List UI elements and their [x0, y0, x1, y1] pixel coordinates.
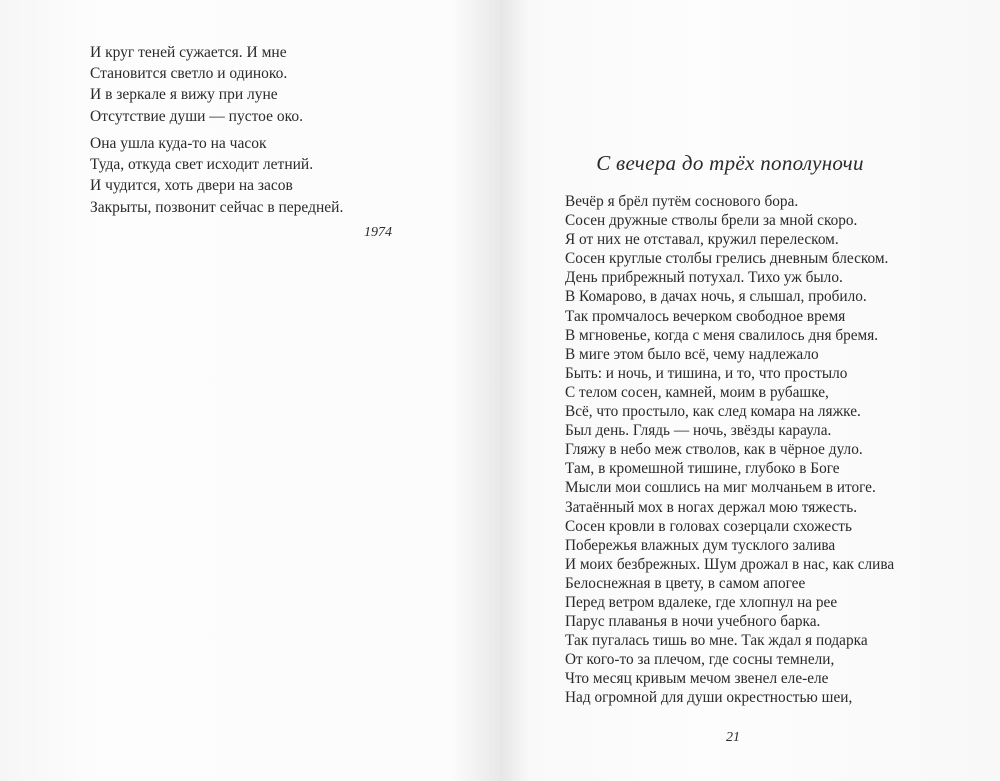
verse-line: Над огромной для души окрестностью шеи,	[565, 689, 853, 707]
poem-title: С вечера до трёх пополуночи	[596, 151, 864, 175]
verse-line: Там, в кромешной тишине, глубоко в Боге	[565, 460, 840, 478]
verse-line: Сосен кровли в головах созерцали схожесть	[565, 517, 852, 535]
verse-line: С телом сосен, камней, моим в рубашке,	[565, 383, 829, 401]
verse-line: Мысли мои сошлись на миг молчаньем в итоге.	[565, 479, 876, 497]
verse-line: И круг теней сужается. И мне	[90, 44, 287, 61]
verse-line: Перед ветром вдалеке, где хлопнул на рее	[565, 593, 838, 611]
verse-line: И в зеркале я вижу при луне	[90, 86, 278, 104]
verse-line: Всё, что простыло, как след комара на ляжке.	[565, 403, 861, 421]
verse-line: Побережья влажных дум тусклого залива	[565, 536, 836, 554]
verse-line: Гляжу в небо меж стволов, как в чёрное дуло.	[565, 441, 863, 459]
verse-line: Туда, откуда свет исходит летний.	[90, 156, 314, 174]
verse-line: В Комарово, в дачах ночь, я слышал, пробило.	[565, 288, 867, 306]
right-page	[500, 0, 1000, 781]
stanza-1	[90, 42, 303, 127]
verse-line: От кого-то за плечом, где сосны темнели,	[565, 651, 835, 669]
verse-line: И моих безбрежных. Шум дрожал в нас, как слива	[565, 555, 895, 573]
verse-line: Она ушла куда-то на часок	[90, 135, 267, 152]
verse-line: И чудится, хоть двери на засов	[90, 177, 293, 195]
verse-line: Я от них не отставал, кружил перелеском.	[565, 231, 839, 249]
verse-line: Быть: и ночь, и тишина, и то, что простыло	[565, 364, 848, 382]
verse-line: Парус плаванья в ночи учебного барка.	[565, 613, 821, 631]
verse-line: Белоснежная в цвету, в самом апогее	[565, 574, 806, 592]
verse-line: В мгновенье, когда с меня свалилось дня бремя.	[565, 326, 879, 344]
verse-line: День прибрежный потухал. Тихо уж было.	[565, 269, 843, 287]
verse-line: Сосен дружные стволы брели за мной скоро.	[565, 212, 858, 230]
poem-body	[565, 192, 894, 708]
verse-line: Вечёр я брёл путём соснового бора.	[565, 193, 799, 210]
stanza-2	[90, 133, 343, 218]
verse-line: Сосен круглые столбы грелись дневным блеском.	[565, 250, 889, 268]
verse-line: Что месяц кривым мечом звенел еле-еле	[565, 670, 829, 688]
verse-line: Становится светло и одиноко.	[90, 65, 288, 83]
verse-line: Затаённый мох в ногах держал мою тяжесть.	[565, 498, 858, 516]
verse-line: Отсутствие души — пустое око.	[90, 107, 303, 125]
poem-year: 1974	[364, 225, 392, 240]
verse-line: В миге этом было всё, чему надлежало	[565, 345, 819, 363]
verse-line: Был день. Глядь — ночь, звёзды караула.	[565, 422, 832, 440]
verse-line: Так промчалось вечерком свободное время	[565, 307, 846, 325]
verse-line: Так пугалась тишь во мне. Так ждал я подарка	[565, 632, 868, 650]
page-number: 21	[726, 730, 740, 745]
verse-line: Закрыты, позвонит сейчас в передней.	[90, 198, 344, 216]
